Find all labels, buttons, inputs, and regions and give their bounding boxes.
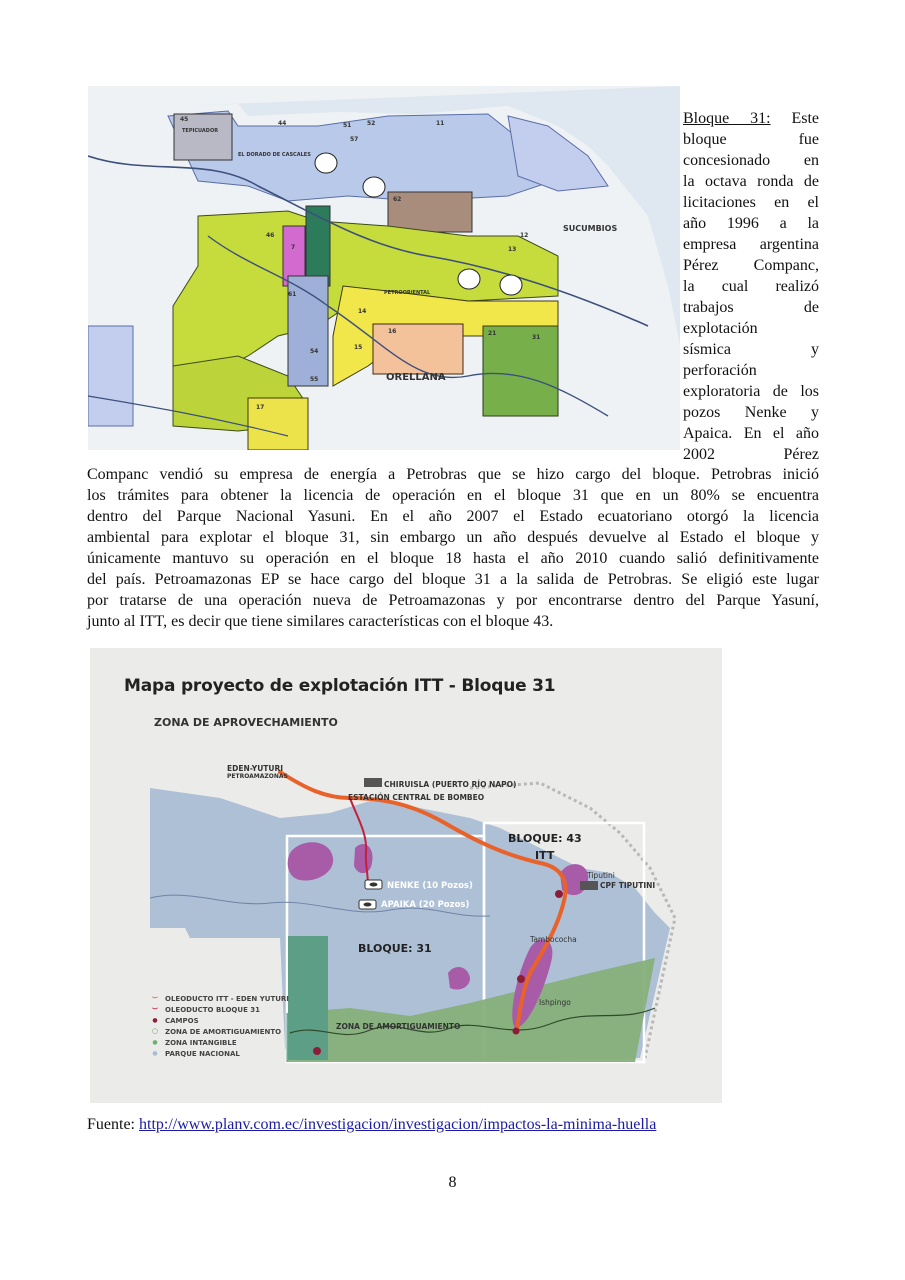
label-zona-amortiguamiento: ZONA DE AMORTIGUAMIENTO bbox=[336, 1022, 461, 1031]
label-chiruisla: CHIRUISLA (PUERTO RÍO NAPO) bbox=[384, 780, 517, 789]
legend-label: OLEODUCTO BLOQUE 31 bbox=[165, 1005, 261, 1014]
legend-label: ZONA DE AMORTIGUAMIENTO bbox=[165, 1027, 282, 1036]
legend-item bbox=[150, 1004, 289, 1015]
map1-block-number: 17 bbox=[256, 404, 265, 411]
paragraph-line: empresa argentina bbox=[683, 236, 819, 253]
label-bloque-31: BLOQUE: 31 bbox=[358, 942, 432, 955]
map1-block-number: 52 bbox=[367, 120, 376, 127]
paragraph-line: pozos Nenke y bbox=[683, 404, 819, 421]
paragraph-line: dentro del Parque Nacional Yasuni. En el año 2007 el Estado ecuatoriano otorgó la licencia bbox=[87, 508, 819, 525]
paragraph-line: ambiental para explotar el bloque 31, sin embargo un año después devuelve al Estado el bloque y bbox=[87, 529, 819, 546]
legend-item bbox=[150, 1048, 289, 1059]
map1-block-number: 7 bbox=[291, 244, 296, 251]
paragraph-line: sísmica y bbox=[683, 341, 819, 358]
map1-label-orellana: ORELLANA bbox=[386, 372, 446, 383]
label-estacion-central: ESTACIÓN CENTRAL DE BOMBEO bbox=[348, 793, 485, 802]
map1-block-number: 21 bbox=[488, 330, 497, 337]
label-petroamazonas: PETROAMAZONAS bbox=[227, 773, 288, 780]
label-bloque-43: BLOQUE: 43 bbox=[508, 832, 582, 845]
map-subtitle: ZONA DE APROVECHAMIENTO bbox=[154, 716, 338, 729]
map1-block-number: 44 bbox=[278, 120, 287, 127]
paragraph-line: trabajos de bbox=[683, 299, 819, 316]
intangible-zone-dot-icon: ● bbox=[152, 1039, 158, 1046]
legend-label: OLEODUCTO ITT - EDEN YUTURI bbox=[165, 994, 289, 1003]
paragraph-line: Pérez Companc, bbox=[683, 257, 819, 274]
buffer-zone-circle-icon: ○ bbox=[151, 1027, 159, 1035]
block-heading: Bloque 31: bbox=[683, 110, 771, 127]
map1-block-number: 15 bbox=[354, 344, 363, 351]
source-link[interactable]: http://www.planv.com.ec/investigacion/investigacion/impactos-la-minima-huella bbox=[139, 1116, 657, 1133]
page-number: 8 bbox=[448, 1174, 457, 1191]
paragraph-line: explotación bbox=[683, 320, 758, 337]
paragraph-line: exploratoria de los bbox=[683, 383, 819, 400]
map1-block-number: 11 bbox=[436, 120, 445, 127]
legend-item bbox=[150, 1015, 289, 1026]
map1-block-number: 46 bbox=[266, 232, 275, 239]
map-title: Mapa proyecto de explotación ITT - Bloque 31 bbox=[124, 676, 556, 696]
map1-block-number: 16 bbox=[388, 328, 397, 335]
national-park-dot-icon: ● bbox=[152, 1050, 158, 1057]
paragraph-line bbox=[683, 108, 819, 129]
paragraph-line: 2002 Pérez bbox=[683, 446, 819, 463]
pipeline-bloque31-icon: ⌣ bbox=[152, 1004, 158, 1014]
paragraph-line: año 1996 a la bbox=[683, 215, 819, 232]
map1-block-number: 13 bbox=[508, 246, 517, 253]
campos-dot-icon: ● bbox=[152, 1017, 158, 1024]
paragraph-line: únicamente mantuvo su operación en el bloque 18 hasta el año 2010 cuando salió definitivamente bbox=[87, 550, 819, 567]
legend-item bbox=[150, 993, 289, 1004]
legend-item bbox=[150, 1037, 289, 1048]
legend-label: ZONA INTANGIBLE bbox=[165, 1038, 237, 1047]
source-line bbox=[87, 1114, 656, 1135]
paragraph-line: por tratarse de una operación nueva de Petroamazonas y por encontrarse dentro del Parque Yasuní, bbox=[87, 592, 819, 609]
paragraph-line: junto al ITT, es decir que tiene similares características con el bloque 43. bbox=[87, 613, 554, 630]
paragraph-wrapped-column bbox=[683, 108, 819, 465]
paragraph-line: bloque fue bbox=[683, 131, 819, 148]
map1-label-el-dorado: EL DORADO DE CASCALES bbox=[238, 152, 311, 158]
map-legend bbox=[150, 993, 289, 1059]
map1-block-number: 62 bbox=[393, 196, 402, 203]
legend-label: CAMPOS bbox=[165, 1016, 199, 1025]
paragraph-line: del país. Petroamazonas EP se hace cargo del bloque 31 a la salida de Petrobras. Se eligió este lugar bbox=[87, 571, 819, 588]
label-tiputini: Tiputini bbox=[587, 871, 615, 880]
pipeline-itt-icon: ⌣ bbox=[152, 993, 158, 1003]
map1-block-number: 55 bbox=[310, 376, 319, 383]
legend-item bbox=[150, 1026, 289, 1037]
oil-blocks-map-graphic bbox=[88, 86, 680, 450]
label-apaika: APAIKA (20 Pozos) bbox=[381, 900, 470, 910]
paragraph-line: perforación bbox=[683, 362, 757, 379]
map1-block-number: 12 bbox=[520, 232, 529, 239]
label-itt: ITT bbox=[535, 849, 555, 862]
paragraph-line: Apaica. En el año bbox=[683, 425, 819, 442]
map1-block-number: 61 bbox=[288, 291, 297, 298]
oil-blocks-map bbox=[88, 86, 680, 450]
label-cpf-tiputini: CPF TIPUTINI bbox=[600, 881, 656, 890]
paragraph-full-width bbox=[87, 464, 819, 632]
map1-block-number: 14 bbox=[358, 308, 367, 315]
label-ishpingo: Ishpingo bbox=[539, 998, 571, 1007]
label-tambococha: Tambococha bbox=[530, 935, 577, 944]
paragraph-line: concesionado en bbox=[683, 152, 819, 169]
label-eden-yuturi: EDEN-YUTURI bbox=[227, 764, 284, 773]
map1-label-petro: PETROORIENTAL bbox=[384, 290, 431, 296]
map1-block-number: 45 bbox=[180, 116, 189, 123]
map1-block-number: 57 bbox=[350, 136, 359, 143]
paragraph-line: licitaciones en el bbox=[683, 194, 819, 211]
paragraph-line: la cual realizó bbox=[683, 278, 819, 295]
paragraph-line: la octava ronda de bbox=[683, 173, 819, 190]
label-nenke: NENKE (10 Pozos) bbox=[387, 881, 473, 891]
legend-label: PARQUE NACIONAL bbox=[165, 1049, 240, 1058]
map1-block-number: 51 bbox=[343, 122, 352, 129]
map1-block-number: 54 bbox=[310, 348, 319, 355]
paragraph-line: Companc vendió su empresa de energía a Petrobras que se hizo cargo del bloque. Petrobras inició bbox=[87, 466, 819, 483]
map1-block-number: 31 bbox=[532, 334, 541, 341]
itt-bloque31-map bbox=[90, 648, 722, 1103]
map1-label-tepicuador: TEPICUADOR bbox=[182, 128, 219, 134]
paragraph-line-text: Este bbox=[791, 110, 819, 127]
paragraph-line: los trámites para obtener la licencia de operación en el bloque 31 que en un 80% se encuentra bbox=[87, 487, 819, 504]
map1-label-sucumbios: SUCUMBIOS bbox=[563, 224, 618, 233]
source-prefix: Fuente: bbox=[87, 1116, 139, 1133]
